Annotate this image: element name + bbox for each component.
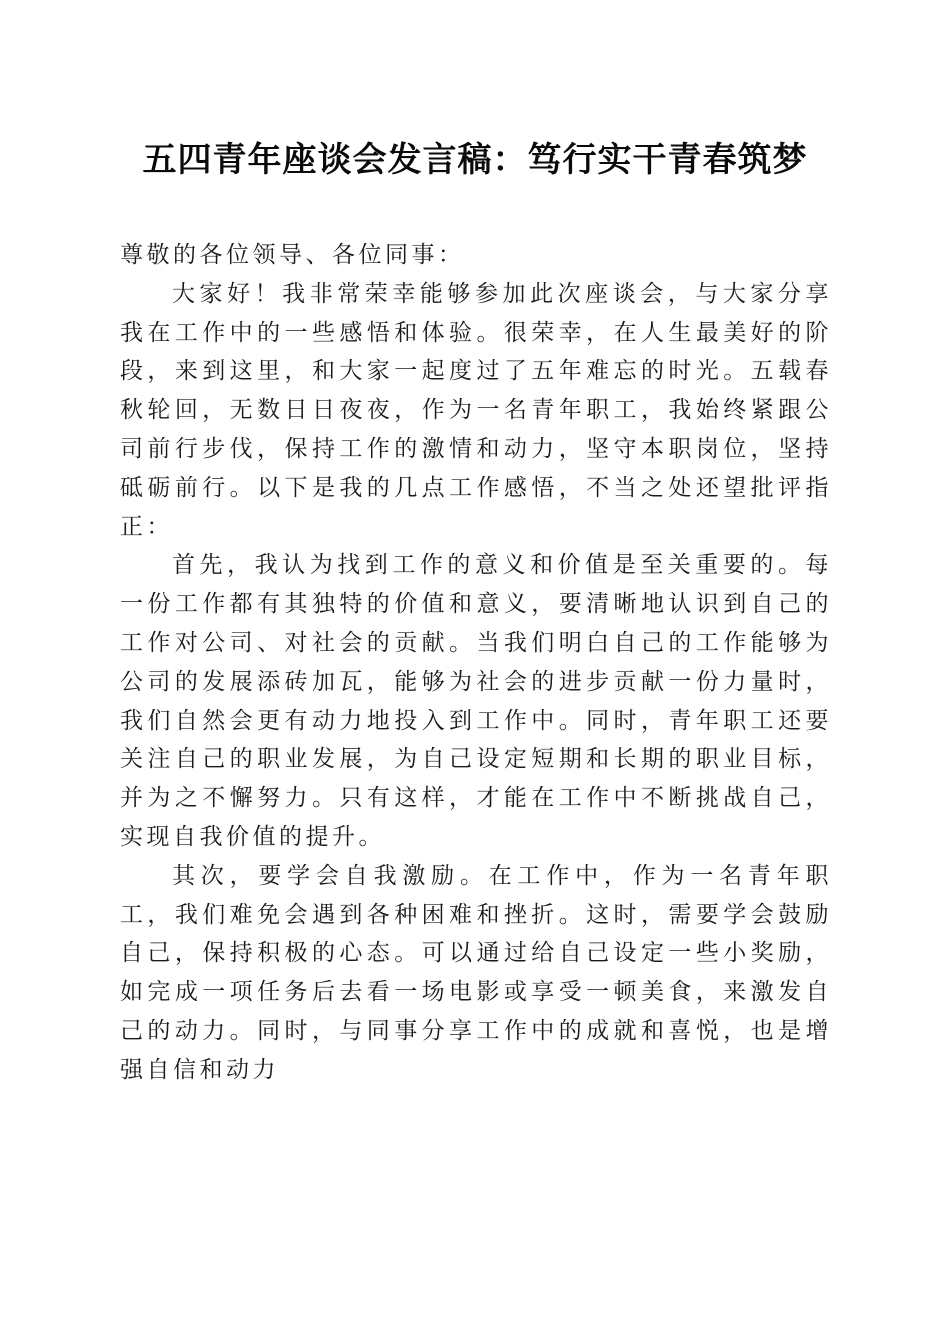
document-body <box>120 236 832 1090</box>
salutation: 尊敬的各位领导、各位同事： <box>120 242 465 268</box>
document-title: 五四青年座谈会发言稿：笃行实干青春筑梦 <box>142 140 808 180</box>
paragraph-second-point: 其次，要学会自我激励。在工作中，作为一名青年职工，我们难免会遇到各种困难和挫折。这时，需要学会鼓励自己，保持积极的心态。可以通过给自己设定一些小奖励，如完成一项任务后去看一场电影或享受一顿美食，来激发自己的动力。同时，与同事分享工作中的成就和喜悦，也是增强自信和动力 <box>120 862 832 1083</box>
paragraph-first-point: 首先，我认为找到工作的意义和价值是至关重要的。每一份工作都有其独特的价值和意义，要清晰地认识到自己的工作对公司、对社会的贡献。当我们明白自己的工作能够为公司的发展添砖加瓦，能够为社会的进步贡献一份力量时，我们自然会更有动力地投入到工作中。同时，青年职工还要关注自己的职业发展，为自己设定短期和长期的职业目标，并为之不懈努力。只有这样，才能在工作中不断挑战自己，实现自我价值的提升。 <box>120 552 832 850</box>
paragraph-opening: 大家好！我非常荣幸能够参加此次座谈会，与大家分享我在工作中的一些感悟和体验。很荣幸，在人生最美好的阶段，来到这里，和大家一起度过了五年难忘的时光。五载春秋轮回，无数日日夜夜，作为一名青年职工，我始终紧跟公司前行步伐，保持工作的激情和动力，坚守本职岗位，坚持砥砺前行。以下是我的几点工作感悟，不当之处还望批评指正： <box>120 280 832 540</box>
